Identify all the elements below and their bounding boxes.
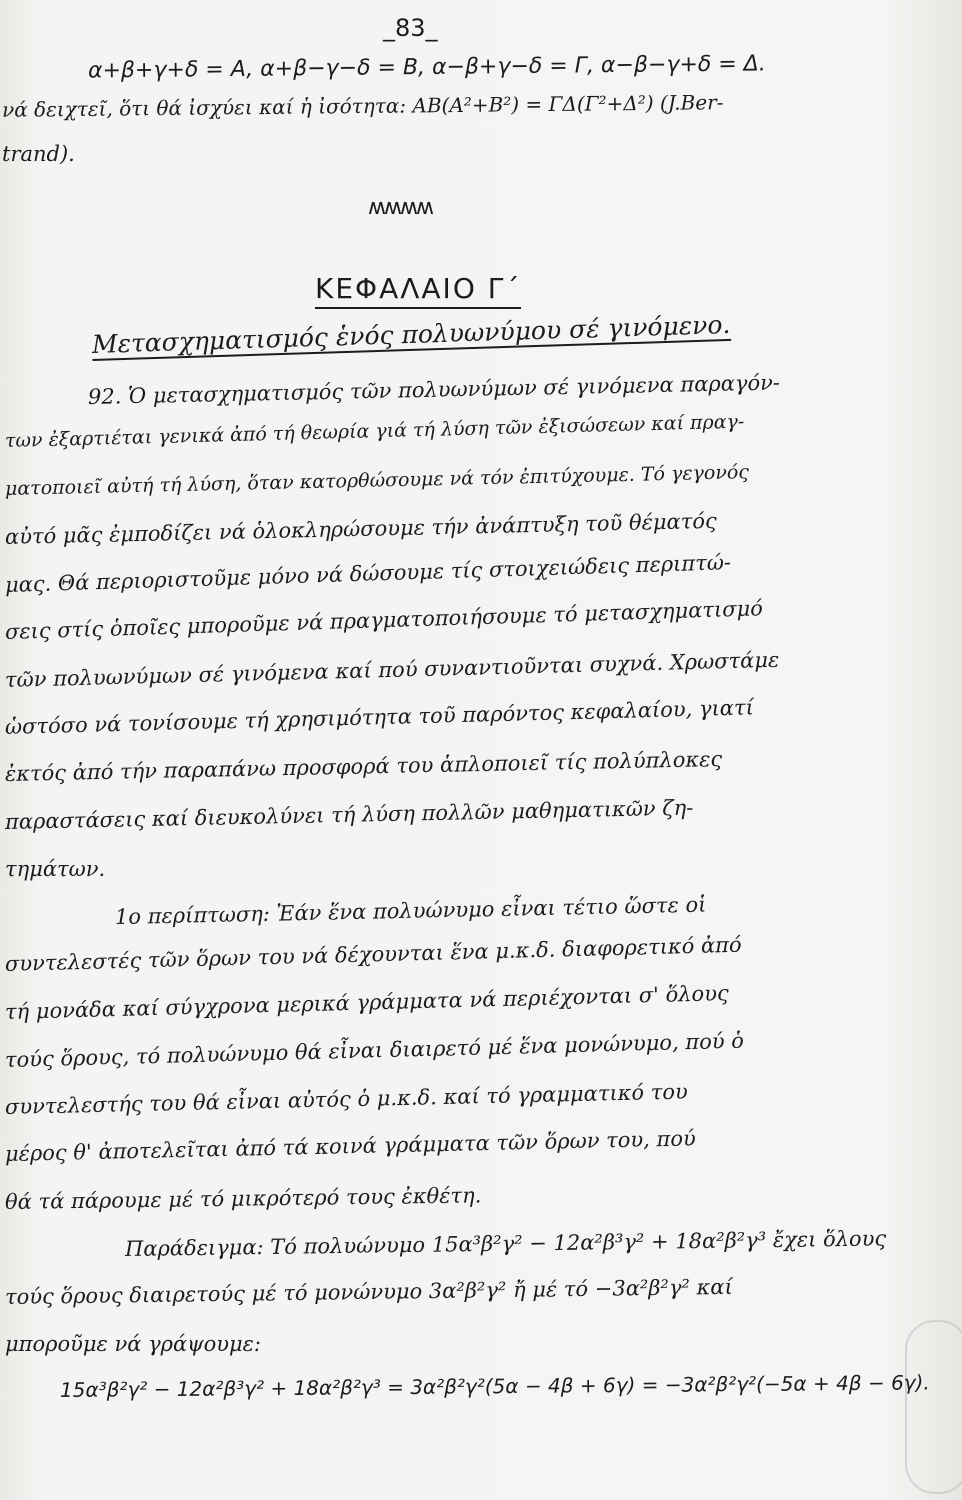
section-text-line: αὐτό μᾶς ἐμποδίζει νά ὁλοκληρώσουμε τήν ἀνάπτυξη τοῦ θέματός [4, 508, 717, 549]
section-text-line: μας. Θά περιοριστοῦμε μόνο νά δώσουμε τίς στοιχειώδεις περιπτώ- [4, 550, 732, 597]
section-text-line: σεις στίς ὁποῖες μποροῦμε νά πραγματοποιήσουμε τό μετασχηματισμό [4, 596, 764, 644]
formula-line-2: νά δειχτεῖ, ὅτι θά ἰσχύει καί ἡ ἰσότητα: AB(A²+B²) = ΓΔ(Γ²+Δ²) (J.Ber- [1, 90, 724, 122]
case-text-line: Ἐάν ἕνα πολυώνυμο εἶναι τέτιο ὥστε οἱ [276, 892, 707, 926]
example-line [125, 1226, 886, 1261]
example-formula: 15α³β²γ² − 12α²β³γ² + 18α²β²γ³ = 3α²β²γ²(5α − 4β + 6γ) = −3α²β²γ²(−5α + 4β − 6γ). [59, 1370, 930, 1402]
library-stamp [905, 1320, 962, 1494]
section-text-line: των ἐξαρτιέται γενικά ἀπό τή θεωρία γιά τή λύση τῶν ἐξισώσεων καί πραγ- [4, 410, 745, 452]
chapter-subtitle: Μετασχηματισμός ἑνός πολυωνύμου σέ γινόμενο. [91, 309, 731, 359]
chapter-title: ΚΕΦΑΛΑΙΟ Γ΄ [315, 272, 521, 309]
formula-line-1: α+β+γ+δ = A, α+β−γ−δ = B, α−β+γ−δ = Γ, α−β−γ+δ = Δ. [87, 51, 766, 84]
section-text-line: ἐκτός ἀπό τήν παραπάνω προσφορά του ἁπλοποιεῖ τίς πολύπλοκες [4, 746, 723, 786]
section-text-line: τημάτων. [5, 857, 106, 881]
example-text-line: τούς ὅρους διαιρετούς μέ τό μονώνυμο 3α²β²γ² ἤ μέ τό −3α²β²γ² καί [4, 1274, 733, 1309]
example-label: Παράδειγμα: [124, 1235, 264, 1261]
case-text-line: τούς ὅρους, τό πολυώνυμο θά εἶναι διαιρετό μέ ἕνα μονώνυμο, πού ὁ [4, 1028, 745, 1072]
case-line [115, 893, 707, 929]
section-text-line: τῶν πολυωνύμων σέ γινόμενα καί πού συναντιοῦνται συχνά. Χρωστάμε [4, 647, 780, 692]
section-number: 92. [87, 384, 122, 409]
section-text-line: ὡστόσο νά τονίσουμε τή χρησιμότητα τοῦ παρόντος κεφαλαίου, γιατί [4, 695, 755, 739]
case-text-line: συντελεστής του θά εἶναι αὐτός ὁ μ.κ.δ. καί τό γραμματικό του [4, 1079, 689, 1119]
example-text-line: μποροῦμε νά γράψουμε: [5, 1332, 262, 1356]
case-text-line: θά τά πάρουμε μέ τό μικρότερό τους ἐκθέτη. [4, 1183, 482, 1214]
separator-ornament: ʍʍʍʍ [368, 195, 432, 220]
section-text-line: ματοποιεῖ αὐτή τή λύση, ὅταν κατορθώσουμε νά τόν ἐπιτύχουμε. Τό γεγονός [4, 461, 750, 500]
case-text-line: συντελεστές τῶν ὅρων του νά δέχουνται ἕνα μ.κ.δ. διαφορετικό ἀπό [4, 932, 742, 976]
section-line [88, 371, 780, 409]
page-number: _83_ [383, 14, 438, 42]
section-text-line: παραστάσεις καί διευκολύνει τή λύση πολλῶν μαθηματικῶν ζη- [4, 795, 694, 834]
section-text-line: Ὁ μετασχηματισμός τῶν πολυωνύμων σέ γινόμενα παραγόν- [127, 370, 781, 409]
formula-line-3: trand). [2, 142, 75, 166]
case-text-line: τή μονάδα καί σύγχρονα μερικά γράμματα νά περιέχονται σ' ὅλους [4, 981, 729, 1024]
case-text-line: μέρος θ' ἀποτελεῖται ἀπό τά κοινά γράμματα τῶν ὅρων του, πού [4, 1126, 696, 1166]
example-text-line: Τό πολυώνυμο 15α³β²γ² − 12α²β³γ² + 18α²β²γ³ ἔχει ὅλους [270, 1226, 887, 1259]
case-label: 1ο περίπτωση: [114, 901, 271, 929]
